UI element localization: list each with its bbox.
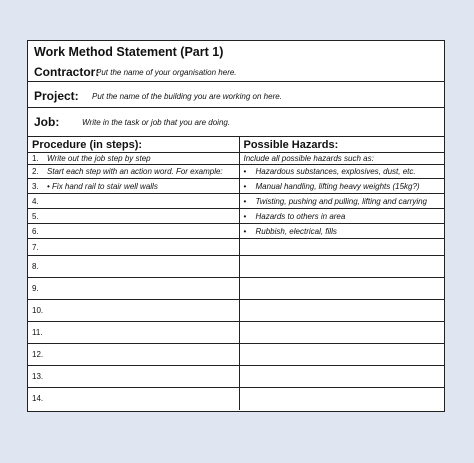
step-number: 3. <box>32 181 39 191</box>
table-body <box>28 153 444 410</box>
table-row <box>28 153 444 165</box>
step-number: 14. <box>32 394 44 404</box>
step-number: 13. <box>32 372 44 381</box>
table-row <box>28 165 444 179</box>
hazard-text: Rubbish, electrical, fills <box>255 226 337 236</box>
procedure-step-cell[interactable] <box>28 179 239 194</box>
table-row <box>28 209 444 224</box>
hazard-text: Include all possible hazards such as: <box>243 154 374 163</box>
hazard-cell[interactable] <box>239 344 444 366</box>
step-text: Write out the job step by step <box>47 154 151 163</box>
hazard-cell[interactable] <box>239 165 444 179</box>
procedure-step-cell[interactable] <box>28 388 239 410</box>
hazard-cell[interactable] <box>239 300 444 322</box>
table-row <box>28 224 444 239</box>
form-title: Work Method Statement (Part 1) <box>34 45 224 59</box>
hazards-column-header: Possible Hazards: <box>239 137 444 153</box>
project-label: Project: <box>34 89 79 103</box>
table-row <box>28 366 444 388</box>
work-method-statement-form <box>27 40 445 412</box>
procedure-step-cell[interactable] <box>28 153 239 165</box>
step-number: 5. <box>32 211 39 221</box>
hazard-cell[interactable] <box>239 194 444 209</box>
table-row <box>28 344 444 366</box>
procedure-step-cell[interactable] <box>28 366 239 388</box>
bullet-icon: • <box>243 181 247 191</box>
step-number: 12. <box>32 350 44 359</box>
hazard-cell[interactable] <box>239 224 444 239</box>
table-row <box>28 179 444 194</box>
job-row <box>28 108 444 137</box>
hazard-cell[interactable] <box>239 153 444 165</box>
bullet-icon: • <box>243 196 247 206</box>
hazard-text: Hazards to others in area <box>255 211 346 221</box>
table-row <box>28 239 444 256</box>
table-row <box>28 300 444 322</box>
hazard-cell[interactable] <box>239 278 444 300</box>
procedure-step-cell[interactable] <box>28 344 239 366</box>
hazard-cell[interactable] <box>239 209 444 224</box>
procedure-step-cell[interactable] <box>28 322 239 344</box>
procedure-hazards-table <box>28 137 444 410</box>
hazard-cell[interactable] <box>239 256 444 278</box>
table-row <box>28 388 444 410</box>
hazard-text: Manual handling, lifting heavy weights (15kg?) <box>255 181 420 191</box>
bullet-icon: • <box>243 211 247 221</box>
procedure-step-cell[interactable] <box>28 239 239 256</box>
job-hint: Write in the task or job that you are doing. <box>82 118 231 127</box>
step-number: 7. <box>32 242 39 252</box>
step-number: 4. <box>32 196 39 206</box>
hazard-cell[interactable] <box>239 388 444 410</box>
step-number: 6. <box>32 226 39 236</box>
procedure-step-cell[interactable] <box>28 278 239 300</box>
hazard-cell[interactable] <box>239 239 444 256</box>
step-number: 11. <box>32 328 43 337</box>
table-row <box>28 194 444 209</box>
step-number: 8. <box>32 262 39 271</box>
form-header <box>28 41 444 82</box>
hazard-cell[interactable] <box>239 179 444 194</box>
project-hint: Put the name of the building you are working on here. <box>92 92 282 101</box>
step-number: 9. <box>32 284 39 293</box>
procedure-column-header: Procedure (in steps): <box>28 137 239 153</box>
procedure-step-cell[interactable] <box>28 224 239 239</box>
step-number: 1. <box>32 154 39 163</box>
table-header-row <box>28 137 444 153</box>
step-number: 2. <box>32 167 39 176</box>
table-row <box>28 256 444 278</box>
procedure-step-cell[interactable] <box>28 256 239 278</box>
bullet-icon: • <box>243 226 247 236</box>
step-text: Start each step with an action word. For example: <box>47 167 223 176</box>
hazard-cell[interactable] <box>239 322 444 344</box>
table-row <box>28 322 444 344</box>
contractor-hint: Put the name of your organisation here. <box>96 68 237 77</box>
hazard-cell[interactable] <box>239 366 444 388</box>
project-row <box>28 82 444 108</box>
hazard-text: Hazardous substances, explosives, dust, etc. <box>255 167 416 176</box>
step-number: 10. <box>32 306 44 315</box>
bullet-icon: • <box>243 167 247 176</box>
procedure-step-cell[interactable] <box>28 209 239 224</box>
procedure-step-cell[interactable] <box>28 300 239 322</box>
procedure-step-cell[interactable] <box>28 165 239 179</box>
step-text: • Fix hand rail to stair well walls <box>47 181 158 191</box>
hazard-text: Twisting, pushing and pulling, lifting and carrying <box>255 196 428 206</box>
job-label: Job: <box>34 115 60 129</box>
contractor-label: Contractor: <box>34 65 100 79</box>
procedure-step-cell[interactable] <box>28 194 239 209</box>
table-row <box>28 278 444 300</box>
